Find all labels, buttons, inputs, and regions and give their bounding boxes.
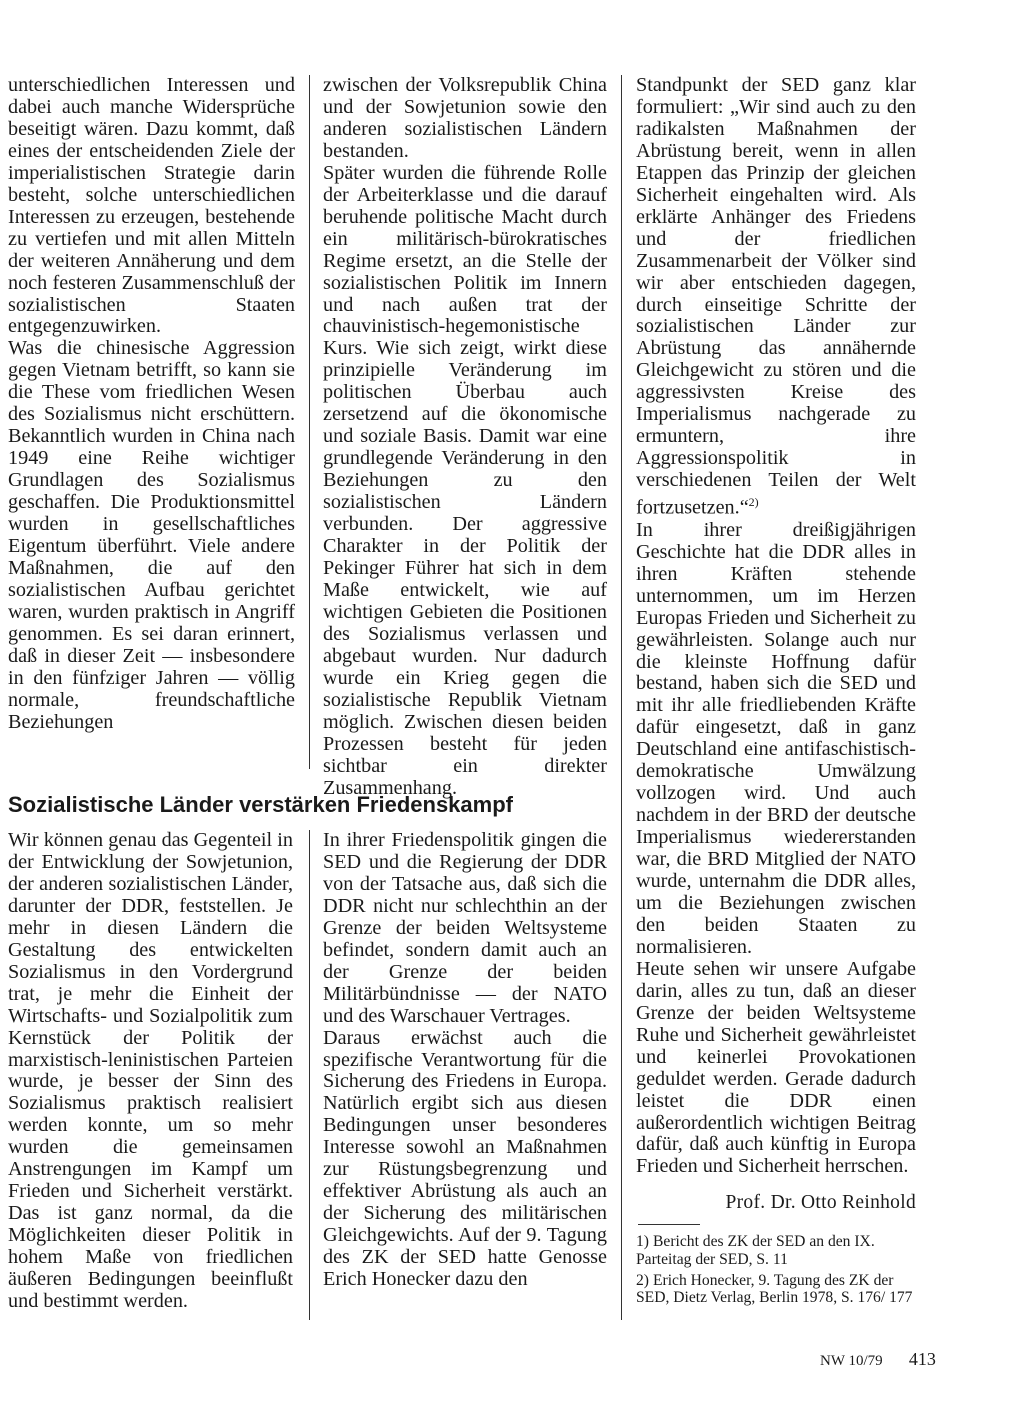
lower-middle-column xyxy=(323,830,607,1291)
paragraph: Was die chinesische Aggression gegen Vietnam betrifft, so kann sie die These vom friedlichen Wesen des Sozialismus nicht erschüttern. Bekanntlich wurden in China nach 1949 eine Reihe wichtiger Grundlagen des Sozialismus geschaffen. Die Produktionsmittel wurden in gesellschaftliches Eigentum überführt. Viele andere Maßnahmen, die auf den sozialistischen Aufbau gerichtet waren, wurden praktisch in Angriff genommen. Es sei daran erinnert, daß in dieser Zeit — insbesondere in den fünfziger Jahren — völlig normale, freundschaftliche Beziehungen xyxy=(8,337,295,733)
upper-middle-column xyxy=(323,75,607,799)
footnote-index: 2) xyxy=(636,1271,649,1289)
paragraph: unterschiedlichen Interessen und dabei auch manche Widersprüche beseitigt wären. Dazu kommt, daß eines der entscheidenden Ziele der imperialistischen Strategie darin besteht, solche unterschiedlichen Interessen zu erzeugen, bestehende zu vertiefen und mit allen Mitteln der weiteren Annäherung und dem noch festeren Zusammenschluß der sozialistischen Staaten entgegenzuwirken. xyxy=(8,74,295,338)
footnote xyxy=(636,1233,916,1268)
footnote-text: Bericht des ZK der SED an den IX. Parteitag der SED, S. 11 xyxy=(636,1233,875,1268)
paragraph: In ihrer dreißigjährigen Geschichte hat die DDR alles in ihren Kräften stehende unternommen, um im Herzen Europas Frieden und Sicherheit zu gewährleisten. Solange auch nur die kleinste Hoffnung dafür bestand, haben sich die SED und mit ihr alle friedliebenden Kräfte dafür eingesetzt, daß in ganz Deutschland eine antifaschistisch-demokratische Umwälzung vollzogen wird. Und auch nachdem in der BRD der deutsche Imperialismus wiedererstanden war, die BRD Mitglied der NATO wurde, unternahm die DDR alles, um die Beziehungen zwischen den beiden Staaten zu normalisieren. xyxy=(636,518,916,958)
page-number: 413 xyxy=(908,1349,936,1369)
issue-label: NW 10/79 xyxy=(820,1353,883,1369)
paragraph: Wir können genau das Gegenteil in der Entwicklung der Sowjetunion, der anderen sozialistischen Länder, darunter der DDR, feststellen. Je mehr in diesen Ländern die Gestaltung des entwickelten Sozialismus in den Vordergrund trat, je mehr die Einheit der Wirtschafts- und Sozialpolitik zum Kernstück der Politik der marxistisch-leninistischen Parteien wurde, je besser der Sinn des Sozialismus praktisch realisiert werden konnte, um so mehr wurden die gemeinsamen Anstrengungen im Kampf um Frieden und Sicherheit verstärkt. Das ist ganz normal, da die Möglichkeiten dieser Politik in hohem Maße von friedlichen äußeren Bedingungen beeinflußt und bestimmt werden. xyxy=(8,829,293,1313)
footnote-marker: 2) xyxy=(748,495,759,510)
paragraph: zwischen der Volksrepublik China und der Sowjetunion sowie den anderen sozialistischen Ländern bestanden. xyxy=(323,74,607,162)
page-footer xyxy=(820,1349,936,1370)
paragraph: Daraus erwächst auch die spezifische Verantwortung für die Sicherung des Friedens in Europa. Natürlich ergibt sich aus diesen Bedingungen unser besonderes Interesse sowohl an Maßnahmen zur Rüstungsbegrenzung und effektiver Abrüstung als auch an der Sicherung des militärischen Gleichgewichts. Auf der 9. Tagung des ZK der SED hatte Genosse Erich Honecker dazu den xyxy=(323,1026,607,1291)
footnote xyxy=(636,1272,916,1307)
lower-left-column xyxy=(8,830,293,1313)
section-heading: Sozialistische Länder verstärken Friedenskampf xyxy=(8,792,513,817)
right-column xyxy=(636,75,916,1307)
author-signature: Prof. Dr. Otto Reinhold xyxy=(725,1192,916,1214)
footnote-text: Erich Honecker, 9. Tagung des ZK der SED, Dietz Verlag, Berlin 1978, S. 176/ 177 xyxy=(636,1271,913,1307)
paragraph: In ihrer Friedenspolitik gingen die SED und die Regierung der DDR von der Tatsache aus, daß sich die DDR nicht nur schlechthin an der Grenze der beiden Weltsysteme befindet, sondern damit auch an der Grenze der beiden Militärbündnisse — der NATO und des Warschauer Vertrages. xyxy=(323,829,607,1027)
quote-text: Standpunkt der SED ganz klar formuliert: „Wir sind auch zu den radikalsten Maßnahmen der Abrüstung bereit, wenn in allen Etappen das Prinzip der gleichen Sicherheit eingehalten wird. Als erklärte Anhänger des Friedens und der friedlichen Zusammenarbeit der Völker sind wir aber entschieden dagegen, durch einseitige Schritte der sozialistischen Länder zur Abrüstung das annähernde Gleichgewicht zu stören und die aggressivsten Kreise des Imperialismus nachgerade zu ermuntern, ihre Aggressionspolitik in verschiedenen Teilen der Welt fortzusetzen.“ xyxy=(636,74,916,519)
footnote-index: 1) xyxy=(636,1233,649,1251)
paragraph: Heute sehen wir unsere Aufgabe darin, alles zu tun, daß an dieser Grenze der beiden Weltsysteme Ruhe und Sicherheit gewährleistet und keinerlei Provokationen geduldet werden. Gerade dadurch leistet die DDR einen außerordentlich wichtigen Beitrag dafür, daß auch künftig in Europa Frieden und Sicherheit herrschen. xyxy=(636,957,916,1178)
column-divider xyxy=(309,75,310,769)
paragraph xyxy=(636,75,916,520)
column-divider xyxy=(309,830,310,1320)
column-divider xyxy=(621,75,622,1320)
upper-left-column xyxy=(8,75,295,734)
paragraph: Später wurden die führende Rolle der Arbeiterklasse und die darauf beruhende politische Macht durch ein militärisch-bürokratisches Regime ersetzt, an die Stelle der sozialistischen Politik im Innern und nach außen trat der chauvinistisch-hegemonistische Kurs. Wie sich zeigt, wirkt diese prinzipielle Veränderung im politischen Überbau auch zersetzend auf die ökonomische und soziale Basis. Damit war eine grundlegende Veränderung in den Beziehungen zu den sozialistischen Ländern verbunden. Der aggressive Charakter in der Politik der Pekinger Führer hat sich in dem Maße entwickelt, wie auf wichtigen Gebieten die Positionen des Sozialismus verlassen und abgebaut wurden. Nur dadurch wurde ein Krieg gegen die sozialistische Republik Vietnam möglich. Zwischen diesen beiden Prozessen besteht für jeden sichtbar ein direkter Zusammenhang. xyxy=(323,161,607,799)
